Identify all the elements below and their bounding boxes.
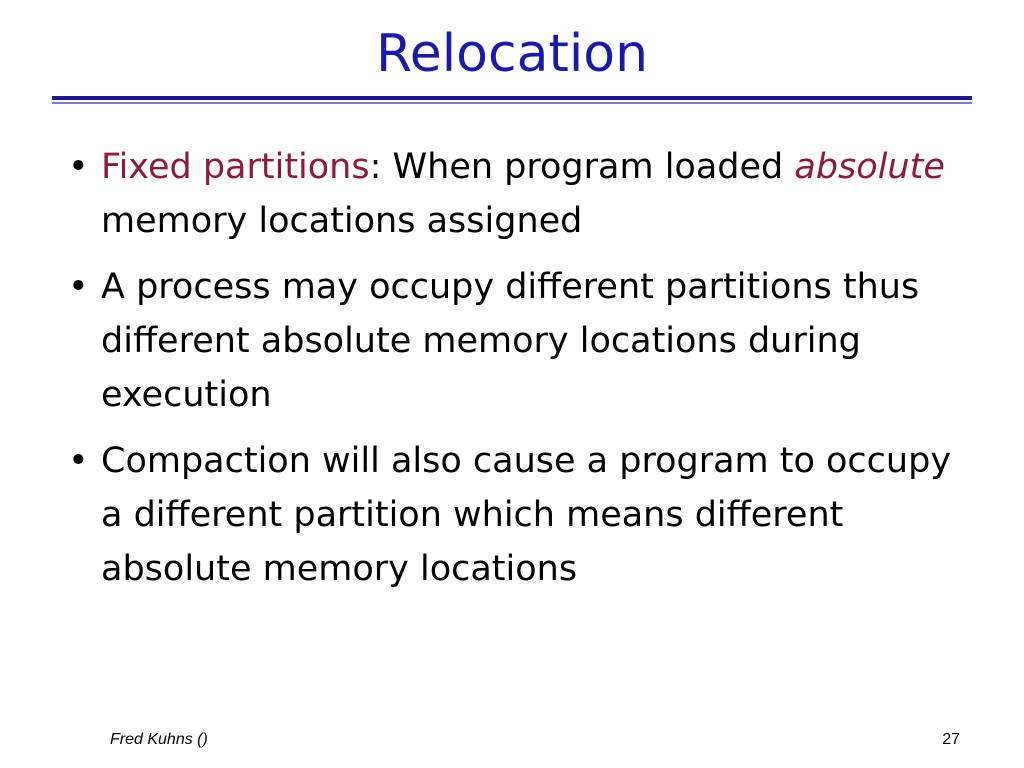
bullet-colon: : xyxy=(369,147,382,187)
slide-number: 27 xyxy=(942,731,960,748)
bullet-text: When program loaded xyxy=(381,147,795,187)
bullet-item-fixed-partitions xyxy=(68,140,968,248)
bullet-marker: • xyxy=(68,441,89,481)
bullet-text: Compaction will also cause a program to occupy a different partition which means different absolute memory locations xyxy=(101,441,952,589)
slide-title: Relocation xyxy=(375,24,649,84)
bullet-text: memory locations assigned xyxy=(101,201,583,241)
footer-author: Fred Kuhns () xyxy=(110,731,208,748)
bullet-marker: • xyxy=(68,267,89,307)
bullet-marker: • xyxy=(68,147,89,187)
title-divider xyxy=(52,96,972,100)
title-divider-shadow xyxy=(52,102,972,104)
highlight-term: Fixed partitions xyxy=(101,147,370,187)
bullet-text: A process may occupy different partitions thus different absolute memory locations during execution xyxy=(101,267,920,415)
emphasis-term: absolute xyxy=(794,147,945,187)
bullet-list xyxy=(68,140,968,608)
bullet-item-compaction xyxy=(68,434,968,596)
bullet-item-process-partitions xyxy=(68,260,968,422)
